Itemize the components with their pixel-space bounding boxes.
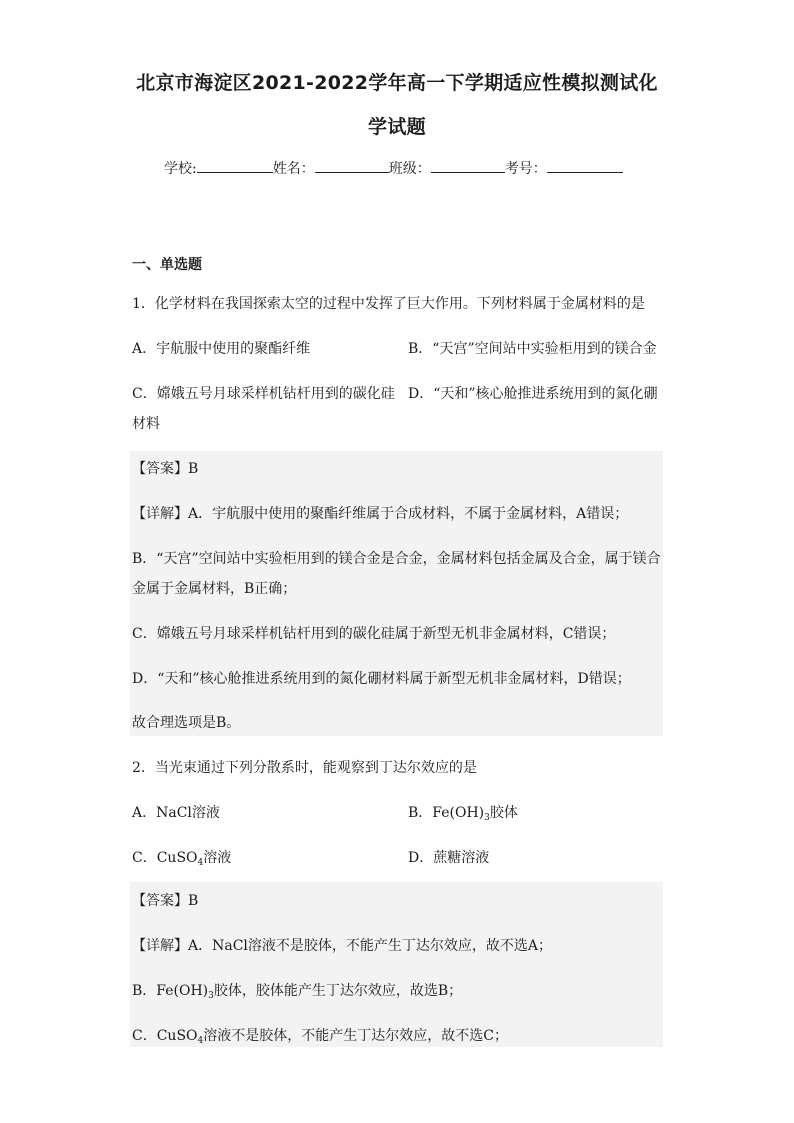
q2-option-c: C．CuSO$_4$溶液 (132, 850, 232, 868)
name-blank (315, 158, 389, 173)
q2-option-d: D．蔗糖溶液 (408, 850, 490, 866)
document-title-line-1: 北京市海淀区2021-2022学年高一下学期适应性模拟测试化 (136, 72, 658, 94)
q2-answer-panel (130, 882, 663, 1047)
q1-detail-c: C．嫦娥五号月球采样机钻杆用到的碳化硅属于新型无机非金属材料，C错误； (132, 626, 616, 642)
class-label: 班级： (388, 161, 431, 177)
q1-option-c: C．嫦娥五号月球采样机钻杆用到的碳化硅 (132, 386, 395, 402)
q1-option-d-continued: 材料 (132, 416, 160, 432)
section-title: 一、单选题 (132, 257, 202, 273)
q2-option-a: A．NaCl溶液 (132, 805, 220, 821)
q1-detail-d: D．“天和”核心舱推进系统用到的氮化硼材料属于新型无机非金属材料，D错误； (132, 671, 631, 687)
q1-stem: 1．化学材料在我国探索太空的过程中发挥了巨大作用。下列材料属于金属材料的是 (132, 296, 645, 312)
document-title-line-2: 学试题 (368, 116, 426, 138)
q2-detail-c: C．CuSO$_4$溶液不是胶体，不能产生丁达尔效应，故不选C； (132, 1028, 508, 1046)
school-blank (197, 158, 273, 173)
q1-option-d: D．“天和”核心舱推进系统用到的氮化硼 (408, 386, 658, 402)
q1-detail-a: 【详解】A．宇航服中使用的聚酯纤维属于合成材料，不属于金属材料，A错误； (132, 506, 629, 522)
q2-option-b: B．$Fe(OH)_3$胶体 (408, 805, 518, 823)
q1-detail-b-continued: 金属于金属材料，B正确； (132, 581, 297, 597)
q2-detail-a: 【详解】A．NaCl溶液不是胶体，不能产生丁达尔效应，故不选A； (132, 938, 553, 954)
exam-number-blank (547, 158, 623, 173)
q2-stem: 2．当光束通过下列分散系时，能观察到丁达尔效应的是 (132, 760, 477, 776)
q1-option-a: A．宇航服中使用的聚酯纤维 (132, 341, 311, 357)
name-label: 姓名： (272, 161, 315, 177)
q1-option-b: B．“天宫”空间站中实验柜用到的镁合金 (408, 341, 657, 357)
exam-number-label: 考号： (504, 161, 547, 177)
q2-detail-b: B．$Fe(OH)_3$胶体，胶体能产生丁达尔效应，故选B； (132, 983, 463, 1001)
student-info-row (164, 158, 623, 178)
q1-conclusion: 故合理选项是B。 (132, 715, 241, 731)
class-blank (431, 158, 505, 173)
q2-answer: 【答案】B (132, 893, 199, 909)
q1-answer: 【答案】B (132, 461, 199, 477)
q1-detail-b: B．“天宫”空间站中实验柜用到的镁合金是合金，金属材料包括金属及合金，属于镁合 (132, 551, 661, 567)
school-label: 学校: (164, 161, 197, 177)
